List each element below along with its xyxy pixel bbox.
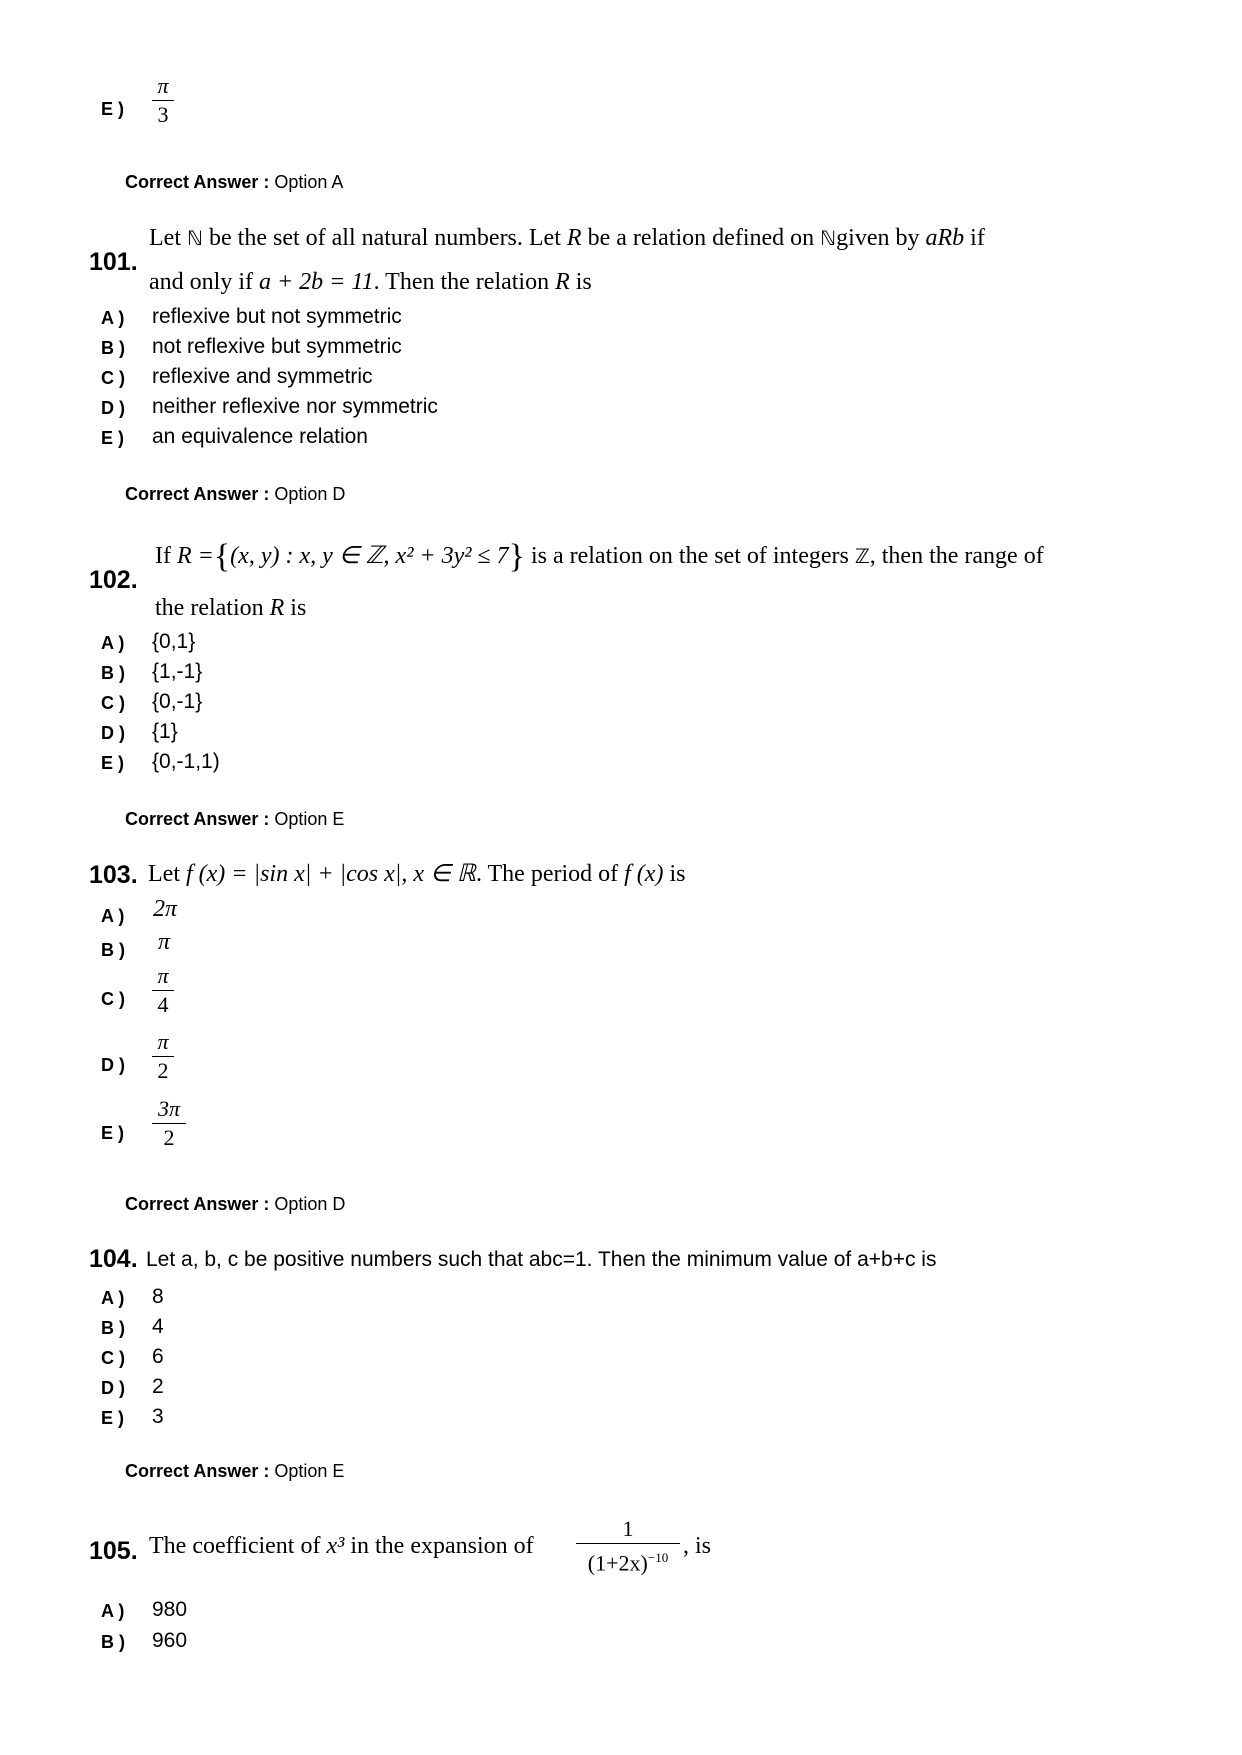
answer-label: Correct Answer : bbox=[125, 1194, 270, 1214]
answer-value: Option E bbox=[274, 1461, 345, 1481]
question-102-number: 102. bbox=[89, 566, 138, 594]
q104-option-c-label: C ) bbox=[101, 1348, 125, 1368]
q104-option-d[interactable]: 2 bbox=[152, 1375, 164, 1398]
q101-option-b[interactable]: not reflexive but symmetric bbox=[152, 335, 402, 358]
q103-option-d[interactable] bbox=[152, 1029, 174, 1084]
fraction-denominator: 4 bbox=[157, 992, 169, 1017]
q102-option-d[interactable]: {1} bbox=[152, 720, 178, 743]
fraction-numerator: π bbox=[157, 963, 169, 988]
fraction-bar bbox=[152, 1123, 186, 1124]
question-104-number: 104. bbox=[89, 1245, 138, 1273]
q103-option-c[interactable] bbox=[152, 963, 174, 1018]
q105-option-a[interactable]: 980 bbox=[152, 1598, 188, 1621]
question-104-text: Let a, b, c be positive numbers such that abc=1. Then the minimum value of a+b+c is bbox=[146, 1248, 937, 1271]
q101-option-e-label: E ) bbox=[101, 428, 125, 448]
question-102-text-line2: the relation R is bbox=[155, 595, 307, 621]
q101-option-a[interactable]: reflexive but not symmetric bbox=[152, 305, 402, 328]
q102-option-e[interactable]: {0,-1,1) bbox=[152, 750, 220, 773]
fraction-denominator: $(1+2x)^{-10}$ bbox=[587, 1550, 669, 1576]
q104-correct-answer bbox=[125, 1461, 344, 1482]
question-105-text-end: , is bbox=[683, 1533, 712, 1559]
fraction-numerator: 3π bbox=[157, 1096, 181, 1121]
q104-option-e[interactable]: 3 bbox=[152, 1405, 164, 1428]
fraction-denominator: 2 bbox=[163, 1125, 175, 1150]
q102-option-a[interactable]: {0,1} bbox=[152, 630, 196, 653]
q104-option-a-label: A ) bbox=[101, 1288, 125, 1308]
fraction-numerator: π bbox=[157, 1029, 169, 1054]
q101-option-d-label: D ) bbox=[101, 398, 125, 418]
question-103-number: 103. bbox=[89, 861, 138, 889]
q103-option-e-label: E ) bbox=[101, 1123, 125, 1143]
question-102-text-line1: If R ={(x, y) : x, y ∈ ℤ, x² + 3y² ≤ 7} is a relation on the set of integers ℤ, then the range of bbox=[155, 538, 1044, 575]
q102-option-c[interactable]: {0,-1} bbox=[152, 690, 203, 713]
q104-option-a[interactable]: 8 bbox=[152, 1285, 164, 1308]
q103-option-a-label: A ) bbox=[101, 906, 125, 926]
q105-option-a-label: A ) bbox=[101, 1601, 125, 1621]
fraction-bar bbox=[576, 1543, 680, 1544]
q103-option-e[interactable] bbox=[152, 1096, 186, 1151]
fraction-denominator: 3 bbox=[157, 102, 169, 127]
q102-option-a-label: A ) bbox=[101, 633, 125, 653]
answer-label: Correct Answer : bbox=[125, 172, 270, 192]
q101-option-b-label: B ) bbox=[101, 338, 125, 358]
q102-option-c-label: C ) bbox=[101, 693, 125, 713]
question-101-text-line2: and only if a + 2b = 11. Then the relation R is bbox=[149, 269, 592, 295]
q104-option-d-label: D ) bbox=[101, 1378, 125, 1398]
question-105-text: The coefficient of x³ in the expansion of bbox=[149, 1533, 534, 1559]
q103-option-b-label: B ) bbox=[101, 940, 125, 960]
prev-option-e-fraction[interactable] bbox=[152, 73, 174, 128]
q101-option-d[interactable]: neither reflexive nor symmetric bbox=[152, 395, 438, 418]
q102-option-d-label: D ) bbox=[101, 723, 125, 743]
q102-correct-answer bbox=[125, 809, 344, 830]
fraction-denominator: 2 bbox=[157, 1058, 169, 1083]
q101-option-c-label: C ) bbox=[101, 368, 125, 388]
q104-option-b-label: B ) bbox=[101, 1318, 125, 1338]
fraction-bar bbox=[152, 100, 174, 101]
prev-option-e-label: E ) bbox=[101, 99, 125, 119]
prev-correct-answer bbox=[125, 172, 343, 193]
q103-option-c-label: C ) bbox=[101, 989, 125, 1009]
q101-correct-answer bbox=[125, 484, 345, 505]
q103-option-a[interactable]: 2π bbox=[153, 896, 178, 922]
q102-option-b-label: B ) bbox=[101, 663, 125, 683]
answer-label: Correct Answer : bbox=[125, 1461, 270, 1481]
answer-value: Option D bbox=[274, 1194, 346, 1214]
q101-option-c[interactable]: reflexive and symmetric bbox=[152, 365, 373, 388]
q102-option-b[interactable]: {1,-1} bbox=[152, 660, 203, 683]
fraction-numerator: π bbox=[157, 73, 169, 98]
fraction-bar bbox=[152, 1056, 174, 1057]
answer-label: Correct Answer : bbox=[125, 484, 270, 504]
q105-option-b-label: B ) bbox=[101, 1632, 125, 1652]
q104-option-c[interactable]: 6 bbox=[152, 1345, 164, 1368]
q103-option-d-label: D ) bbox=[101, 1055, 125, 1075]
answer-value: Option D bbox=[274, 484, 346, 504]
answer-value: Option A bbox=[274, 172, 344, 192]
q105-fraction bbox=[576, 1516, 680, 1576]
q103-correct-answer bbox=[125, 1194, 345, 1215]
question-101-number: 101. bbox=[89, 248, 138, 276]
q104-option-b[interactable]: 4 bbox=[152, 1315, 164, 1338]
fraction-bar bbox=[152, 990, 174, 991]
question-101-text-line1: Let ℕ be the set of all natural numbers. Let R be a relation defined on ℕgiven by aRb if bbox=[149, 225, 985, 251]
q101-option-a-label: A ) bbox=[101, 308, 125, 328]
answer-value: Option E bbox=[274, 809, 345, 829]
fraction-numerator: 1 bbox=[622, 1516, 634, 1541]
q104-option-e-label: E ) bbox=[101, 1408, 125, 1428]
q103-option-b[interactable]: π bbox=[158, 929, 171, 955]
question-105-number: 105. bbox=[89, 1537, 138, 1565]
question-103-text: Let f (x) = |sin x| + |cos x|, x ∈ ℝ. The period of f (x) is bbox=[148, 861, 686, 887]
q105-option-b[interactable]: 960 bbox=[152, 1629, 188, 1652]
q102-option-e-label: E ) bbox=[101, 753, 125, 773]
q101-option-e[interactable]: an equivalence relation bbox=[152, 425, 368, 448]
answer-label: Correct Answer : bbox=[125, 809, 270, 829]
